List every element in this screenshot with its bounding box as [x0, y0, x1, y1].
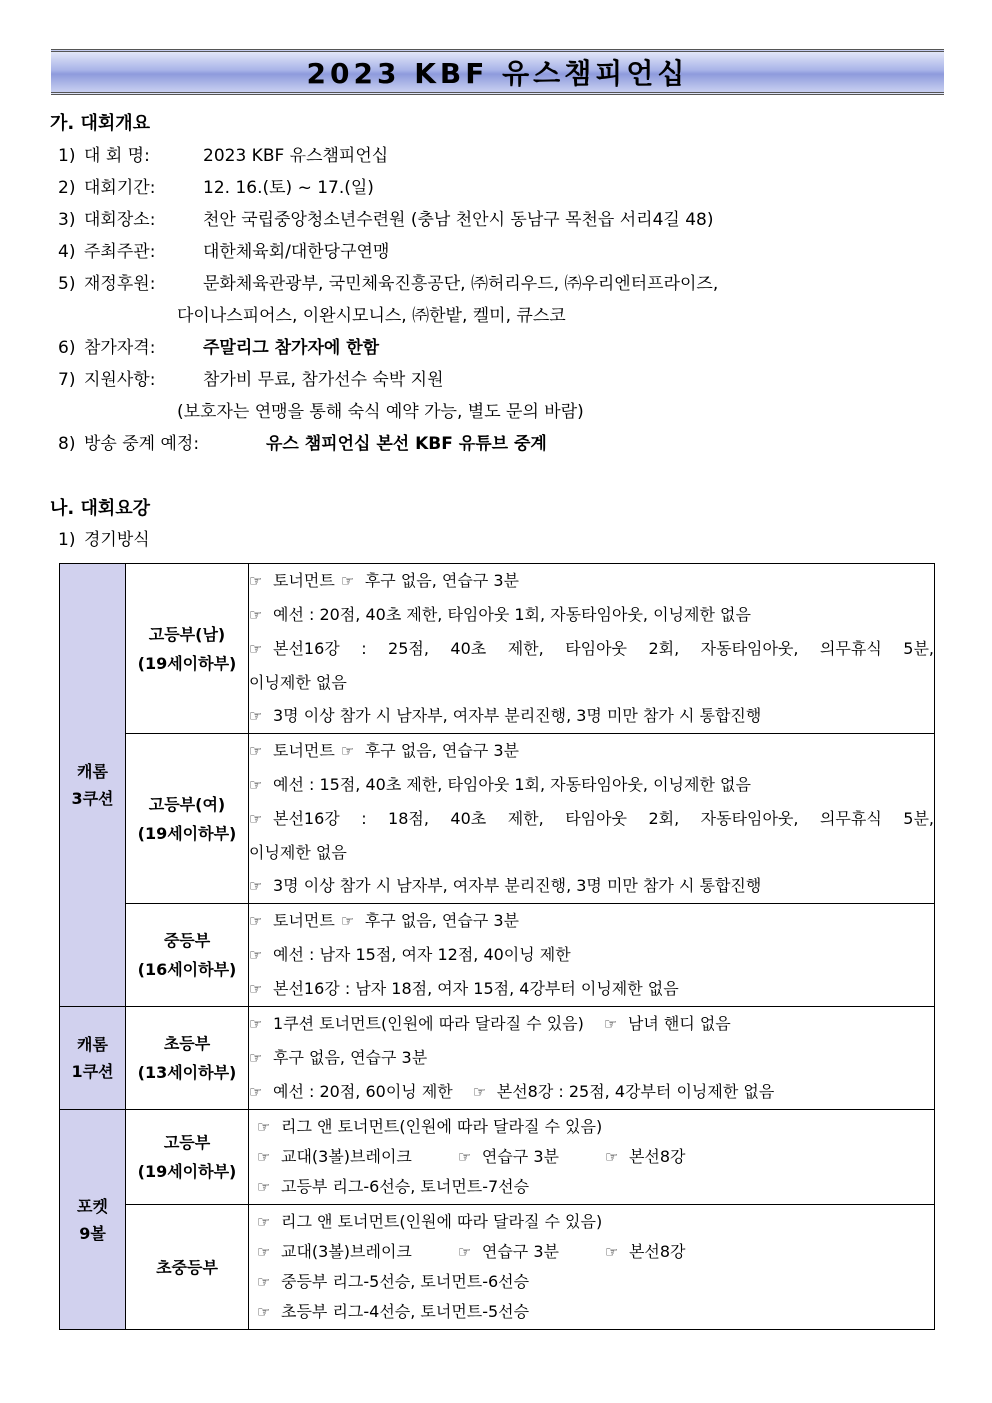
division-cell: 고등부(여) (19세이하부): [126, 734, 249, 904]
table-row: [60, 904, 935, 1007]
pointing-hand-icon: ☞: [249, 877, 263, 895]
overview-item-6: 6) 참가자격: 주말리그 참가자에 한함: [58, 338, 380, 358]
category-carom-1cushion: 캐롬 1쿠션: [60, 1007, 126, 1110]
category-pocket-9ball: 포켓 9볼: [60, 1110, 126, 1330]
overview-item-5-continued: 다이나스피어스, 이완시모니스, ㈜한밭, 켈미, 큐스코: [177, 306, 566, 326]
pointing-hand-icon: ☞: [249, 572, 263, 590]
pointing-hand-icon: ☞: [340, 572, 355, 590]
overview-item-7-continued: (보호자는 연맹을 통해 숙식 예약 가능, 별도 문의 바람): [177, 402, 584, 422]
pointing-hand-icon: ☞: [257, 1118, 271, 1136]
pointing-hand-icon: ☞: [340, 742, 355, 760]
pointing-hand-icon: ☞: [257, 1303, 271, 1321]
table-row: [60, 1205, 935, 1330]
pointing-hand-icon: ☞: [249, 606, 263, 624]
overview-item-7: 7) 지원사항: 참가비 무료, 참가선수 숙박 지원: [58, 370, 444, 390]
pointing-hand-icon: ☞: [604, 1243, 619, 1261]
category-carom-3cushion: 캐롬 3쿠션: [60, 564, 126, 1007]
pointing-hand-icon: ☞: [457, 1243, 472, 1261]
rules-cell: ☞ 토너먼트 ☞ 후구 없음, 연습구 3분 ☞ 예선 : 20점, 40초 제한, 타임아웃 1회, 자동타임아웃, 이닝제한 없음 ☞ 본선16강 : 25점, 40초 제한, 타임아웃 2회, 자동타임아웃, 의무휴식 5분, 이닝제한 없음 ☞ 3명 이상 참가 시 남자부, 여자부 분리진행, 3명 미만 참가 시 통합진행: [249, 564, 935, 734]
rules-cell: ☞ 리그 앤 토너먼트(인원에 따라 달라질 수 있음) ☞ 교대(3볼)브레이크 ☞ 연습구 3분 ☞ 본선8강 ☞ 중등부 리그-5선승, 토너먼트-6선승 ☞ 초등부 리그-4선승, 토너먼트-5선승: [249, 1205, 935, 1330]
pointing-hand-icon: ☞: [472, 1083, 487, 1101]
table-row: [60, 1110, 935, 1205]
pointing-hand-icon: ☞: [257, 1273, 271, 1291]
pointing-hand-icon: ☞: [249, 1049, 263, 1067]
division-cell: 초중등부: [126, 1205, 249, 1330]
pointing-hand-icon: ☞: [257, 1178, 271, 1196]
overview-item-1: 1) 대 회 명: 2023 KBF 유스챔피언십: [58, 146, 389, 166]
section-a-heading: 가. 대회개요: [50, 113, 151, 134]
pointing-hand-icon: ☞: [249, 980, 263, 998]
table-row: [60, 1007, 935, 1110]
overview-item-2: 2) 대회기간: 12. 16.(토) ~ 17.(일): [58, 178, 374, 198]
overview-item-8: 8) 방송 중계 예정: 유스 챔피언십 본선 KBF 유튜브 중계: [58, 434, 547, 454]
pointing-hand-icon: ☞: [249, 707, 263, 725]
pointing-hand-icon: ☞: [257, 1213, 271, 1231]
pointing-hand-icon: ☞: [249, 946, 263, 964]
pointing-hand-icon: ☞: [249, 1015, 263, 1033]
overview-item-4: 4) 주최주관: 대한체육회/대한당구연맹: [58, 242, 390, 262]
pointing-hand-icon: ☞: [249, 912, 263, 930]
table-row: [60, 564, 935, 734]
section-b-heading: 나. 대회요강: [50, 498, 151, 519]
section-b-subheading: 1) 경기방식: [58, 530, 150, 550]
rules-cell: ☞ 토너먼트 ☞ 후구 없음, 연습구 3분 ☞ 예선 : 남자 15점, 여자 12점, 40이닝 제한 ☞ 본선16강 : 남자 18점, 여자 15점, 4강부터 이닝제한 없음: [249, 904, 935, 1007]
rules-cell: ☞ 리그 앤 토너먼트(인원에 따라 달라질 수 있음) ☞ 교대(3볼)브레이크 ☞ 연습구 3분 ☞ 본선8강 ☞ 고등부 리그-6선승, 토너먼트-7선승: [249, 1110, 935, 1205]
pointing-hand-icon: ☞: [249, 776, 263, 794]
division-cell: 고등부 (19세이하부): [126, 1110, 249, 1205]
pointing-hand-icon: ☞: [457, 1148, 472, 1166]
pointing-hand-icon: ☞: [249, 640, 263, 658]
overview-item-3: 3) 대회장소: 천안 국립중앙청소년수련원 (충남 천안시 동남구 목천읍 서리4길 48): [58, 210, 714, 230]
pointing-hand-icon: ☞: [604, 1148, 619, 1166]
pointing-hand-icon: ☞: [249, 810, 263, 828]
pointing-hand-icon: ☞: [257, 1148, 271, 1166]
division-cell: 중등부 (16세이하부): [126, 904, 249, 1007]
game-format-table: [59, 563, 935, 1330]
pointing-hand-icon: ☞: [603, 1015, 618, 1033]
pointing-hand-icon: ☞: [340, 912, 355, 930]
table-row: [60, 734, 935, 904]
title-banner: [51, 49, 944, 95]
pointing-hand-icon: ☞: [249, 742, 263, 760]
rules-cell: ☞ 토너먼트 ☞ 후구 없음, 연습구 3분 ☞ 예선 : 15점, 40초 제한, 타임아웃 1회, 자동타임아웃, 이닝제한 없음 ☞ 본선16강 : 18점, 40초 제한, 타임아웃 2회, 자동타임아웃, 의무휴식 5분, 이닝제한 없음 ☞ 3명 이상 참가 시 남자부, 여자부 분리진행, 3명 미만 참가 시 통합진행: [249, 734, 935, 904]
overview-item-5: 5) 재정후원: 문화체육관광부, 국민체육진흥공단, ㈜허리우드, ㈜우리엔터프라이즈,: [58, 274, 719, 294]
page-title: 2023 KBF 유스챔피언십: [306, 57, 689, 90]
division-cell: 고등부(남) (19세이하부): [126, 564, 249, 734]
pointing-hand-icon: ☞: [257, 1243, 271, 1261]
rules-cell: ☞ 1쿠션 토너먼트(인원에 따라 달라질 수 있음) ☞ 남녀 핸디 없음 ☞ 후구 없음, 연습구 3분 ☞ 예선 : 20점, 60이닝 제한 ☞ 본선8강 : 25점, 4강부터 이닝제한 없음: [249, 1007, 935, 1110]
pointing-hand-icon: ☞: [249, 1083, 263, 1101]
division-cell: 초등부 (13세이하부): [126, 1007, 249, 1110]
